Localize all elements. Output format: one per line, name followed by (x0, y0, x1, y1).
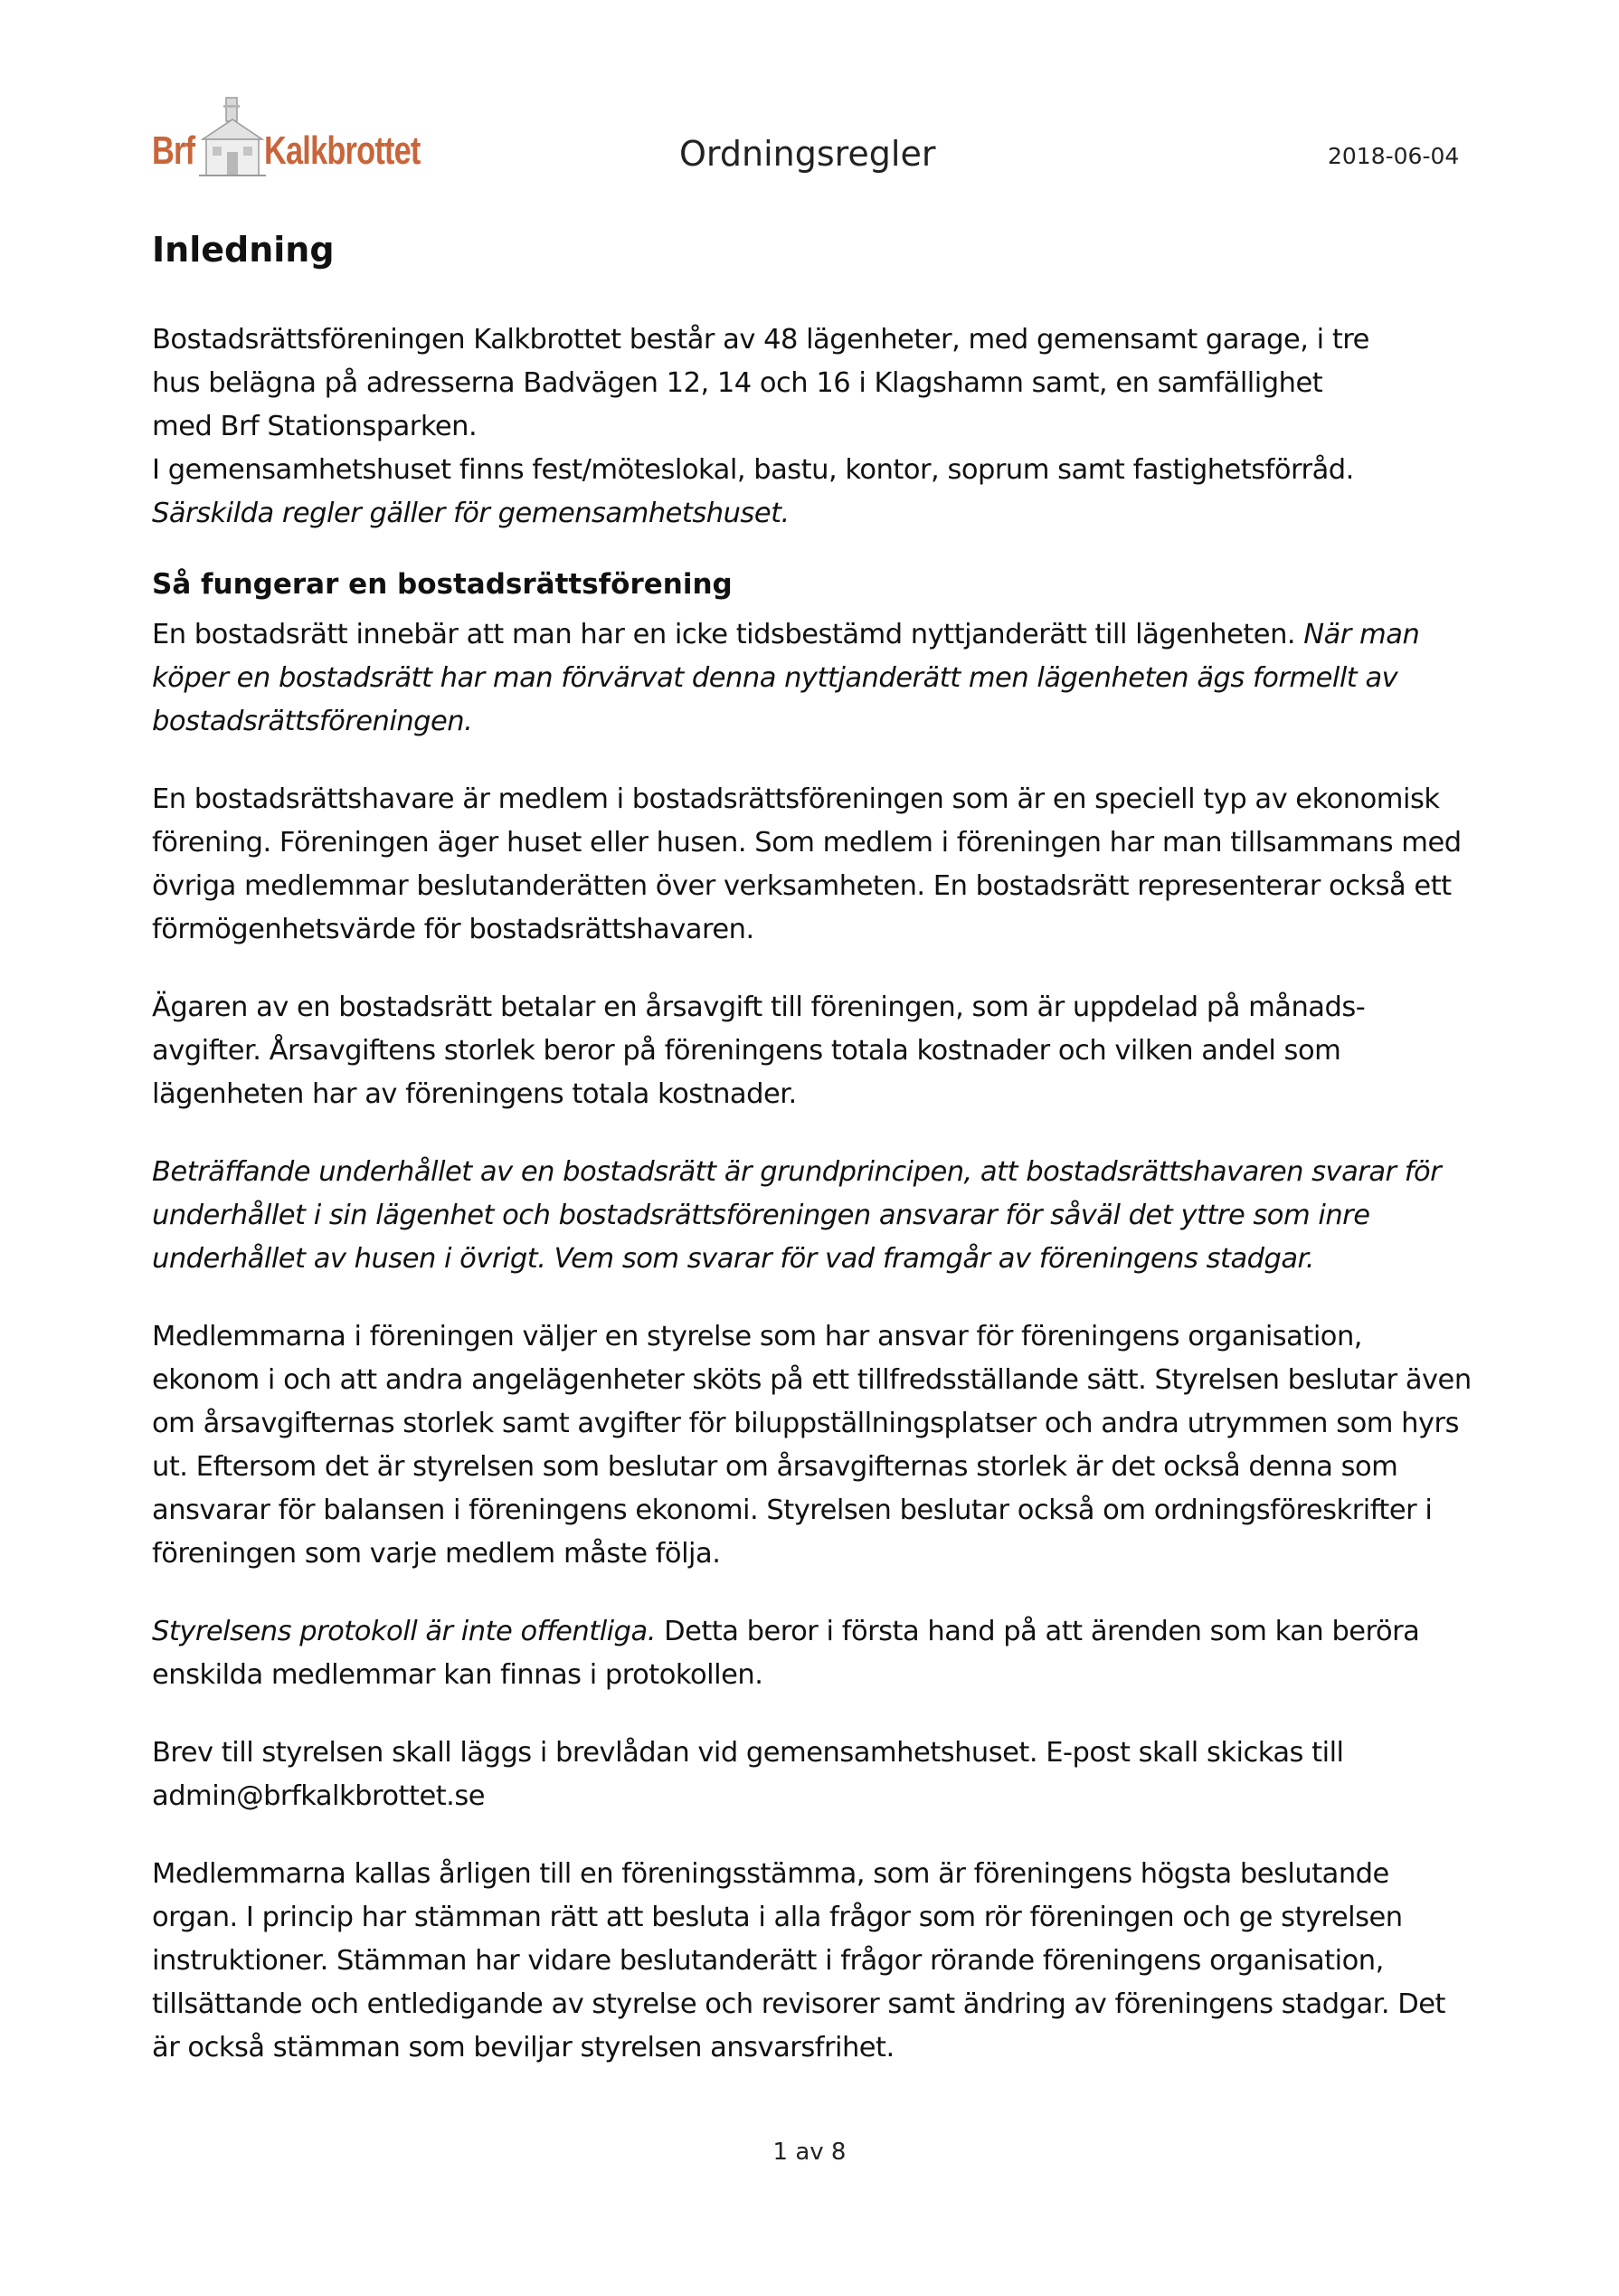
intro-line-5-italic: Särskilda regler gäller för gemensamhetshuset. (152, 498, 790, 529)
document-title: Ordningsregler (679, 134, 936, 174)
paragraph-protokoll-text: Detta beror i första hand på att ärenden som kan beröra enskilda medlemmar kan finnas i protokollen. (152, 1616, 1420, 1691)
page-header (152, 90, 1463, 190)
brf-kalkbrottet-logo (152, 90, 459, 181)
paragraph-nyttjanderatt-italic: När man köper en bostadsrätt har man förvärvat denna nyttjanderätt men lägenheten ägs formellt av bostadsrättsföreningen. (152, 619, 1420, 737)
intro-line-3: med Brf Stationsparken. (152, 411, 478, 442)
paragraph-underhall (152, 1151, 1472, 1281)
paragraph-stamma: Medlemmarna kallas årligen till en föreningsstämma, som är föreningens högsta beslutande organ. I princip har stämman rätt att besluta i alla frågor som rör föreningen och ge styrelsen instruktioner. Stämman har vidare beslutanderätt i frågor rörande föreningens organisation, tillsättande och entledigande av styrelse och revisorer samt ändring av föreningens stadgar. Det är också stämman som beviljar styrelsen ansvarsfrihet. (152, 1858, 1445, 2064)
paragraph-protokoll (152, 1610, 1472, 1697)
paragraph-medlem: En bostadsrättshavare är medlem i bostadsrättsföreningen som är en speciell typ av ekonomisk förening. Föreningen äger huset eller husen. Som medlem i föreningen har man tillsammans med övriga medlemmar beslutanderätten över verksamheten. En bostadsrätt representerar också ett förmögenhetsvärde för bostadsrättshavaren. (152, 783, 1462, 945)
house-chimney-icon (197, 96, 268, 179)
heading-inledning: Inledning (152, 230, 335, 270)
page-number: 1 av 8 (772, 2139, 847, 2166)
paragraph-arsavgift: Ägaren av en bostadsrätt betalar en årsavgift till föreningen, som är uppdelad på månads-avgifter. Årsavgiftens storlek beror på föreningens totala kostnader och vilken andel som lägenheten har av föreningens totala kostnader. (152, 991, 1366, 1110)
document-date: 2018-06-04 (1328, 143, 1460, 169)
logo-brf-text: Brf (152, 128, 195, 173)
intro-line-4: I gemensamhetshuset finns fest/möteslokal, bastu, kontor, soprum samt fastighetsförråd. (152, 454, 1354, 486)
document-body (152, 226, 1472, 2104)
intro-paragraph (152, 318, 1472, 536)
paragraph-brev: Brev till styrelsen skall läggs i brevlådan vid gemensamhetshuset. E-post skall skickas till admin@brfkalkbrottet.se (152, 1737, 1344, 1812)
paragraph-protokoll-italic: Styrelsens protokoll är inte offentliga. (152, 1616, 656, 1647)
logo-kalkbrottet-text: Kalkbrottet (264, 128, 421, 173)
heading-sa-fungerar: Så fungerar en bostadsrättsförening (152, 568, 733, 601)
intro-line-1: Bostadsrättsföreningen Kalkbrottet består av 48 lägenheter, med gemensamt garage, i tre (152, 324, 1369, 356)
paragraph-underhall-italic: Beträffande underhållet av en bostadsrätt är grundprincipen, att bostadsrättshavaren svarar för underhållet i sin lägenhet och bostadsrättsföreningen ansvarar för såväl det yttre som inre underhållet av husen i övrigt. Vem som svarar för vad framgår av föreningens stadgar. (152, 1156, 1442, 1275)
paragraph-nyttjanderatt-text: En bostadsrätt innebär att man har en icke tidsbestämd nyttjanderätt till lägenheten. (152, 619, 1304, 650)
paragraph-styrelse: Medlemmarna i föreningen väljer en styrelse som har ansvar för föreningens organisation, ekonom i och att andra angelägenheter sköts på ett tillfredsställande sätt. Styrelsen beslutar även om årsavgifternas storlek samt avgifter för biluppställningsplatser och andra utrymmen som hyrs ut. Eftersom det är styrelsen som beslutar om årsavgifternas storlek är det också denna som ansvarar för balansen i föreningens ekonomi. Styrelsen beslutar också om ordningsföreskrifter i föreningen som varje medlem måste följa. (152, 1321, 1472, 1570)
intro-line-2: hus belägna på adresserna Badvägen 12, 14 och 16 i Klagshamn samt, en samfällighet (152, 367, 1323, 399)
paragraph-nyttjanderatt (152, 613, 1472, 744)
